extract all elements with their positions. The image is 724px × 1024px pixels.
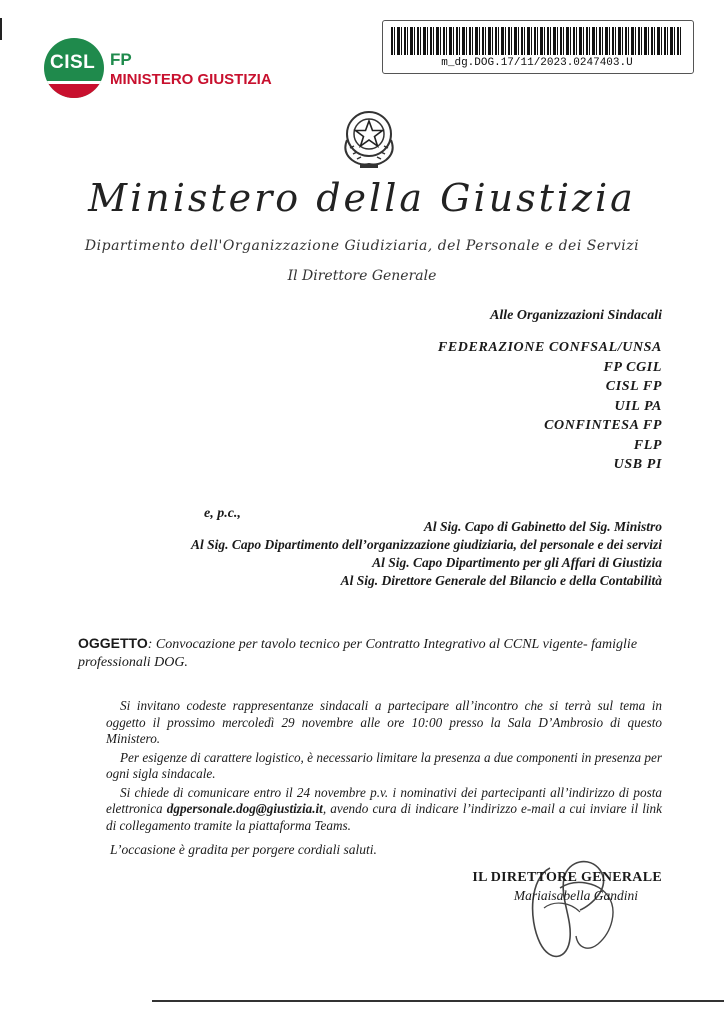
- signatory-name: Mariaisabella Gandini: [513, 888, 638, 903]
- union-item: UIL PA: [614, 398, 662, 414]
- subject: [78, 634, 668, 672]
- union-item: USB PI: [613, 457, 662, 472]
- union-item: FEDERAZIONE CONFSAL/UNSA: [437, 340, 662, 355]
- email-address: dgpersonale.dog@giustizia.it: [166, 801, 323, 816]
- body-text: Si chiede di comunicare entro il 24 novembre p.v. i nominativi dei partecipanti all’indirizzo di posta elettronica: [106, 784, 662, 816]
- handwritten-signature: [520, 848, 630, 968]
- union-list: [438, 338, 662, 475]
- recipients-intro: Alle Organizzazioni Sindacali: [490, 308, 662, 323]
- italian-republic-emblem-icon: [338, 104, 400, 170]
- department-line: Dipartimento dell'Organizzazione Giudiziaria, del Personale e dei Servizi: [84, 238, 640, 254]
- cc-item: Al Sig. Capo Dipartimento dell’organizzazione giudiziaria, del personale e dei servizi: [190, 537, 662, 552]
- body-paragraph: Per esigenze di carattere logistico, è necessario limitare la presenza a due componenti in presenza per ogni sigla sindacale.: [106, 749, 662, 781]
- body-paragraph: [106, 785, 662, 835]
- director-line: Il Direttore Generale: [287, 268, 437, 284]
- barcode-icon: [391, 27, 683, 55]
- union-item: FP CGIL: [603, 359, 662, 375]
- protocol-barcode-stamp: [382, 20, 694, 74]
- subject-text: : Convocazione per tavolo tecnico per Contratto Integrativo al CCNL vigente- famiglie professionali DOG.: [78, 637, 638, 670]
- footer-rule: [152, 1000, 724, 1002]
- union-item: CONFINTESA FP: [544, 418, 662, 433]
- union-item: FLP: [633, 437, 662, 453]
- closing-line: L’occasione è gradita per porgere cordiali saluti.: [110, 842, 377, 857]
- body-paragraph: Si invitano codeste rappresentanze sindacali a partecipare all’incontro che si terrà sul tema in oggetto il prossimo mercoledì 29 novembre alle ore 10:00 presso la Sala D’Ambrosio di questo Ministero.: [106, 698, 662, 746]
- signatory-title: IL DIRETTORE GENERALE: [472, 870, 662, 885]
- cc-item: Al Sig. Capo Dipartimento per gli Affari di Giustizia: [372, 555, 662, 570]
- logo-subtitle: MINISTERO GIUSTIZIA: [110, 71, 272, 88]
- cc-item: Al Sig. Direttore Generale del Bilancio e della Contabilità: [340, 573, 662, 588]
- subject-label: OGGETTO: [78, 635, 148, 651]
- union-item: CISL FP: [605, 379, 662, 394]
- cisl-fp-logo: [44, 38, 284, 102]
- protocol-number: m_dg.DOG.17/11/2023.0247403.U: [441, 57, 633, 69]
- scan-edge-mark: [0, 18, 2, 40]
- logo-suffix: FP: [110, 50, 132, 69]
- ministry-title: Ministero della Giustizia: [88, 176, 636, 220]
- cc-item: Al Sig. Capo di Gabinetto del Sig. Ministro: [423, 519, 662, 534]
- body-text: , avendo cura di indicare l’indirizzo e-mail a cui inviare il link di collegamento tramite la piattaforma Teams.: [106, 801, 662, 833]
- cc-list: [191, 518, 662, 590]
- letter-body: [106, 698, 662, 834]
- logo-brand: CISL: [50, 52, 96, 73]
- cc-label: e, p.c.,: [204, 506, 241, 521]
